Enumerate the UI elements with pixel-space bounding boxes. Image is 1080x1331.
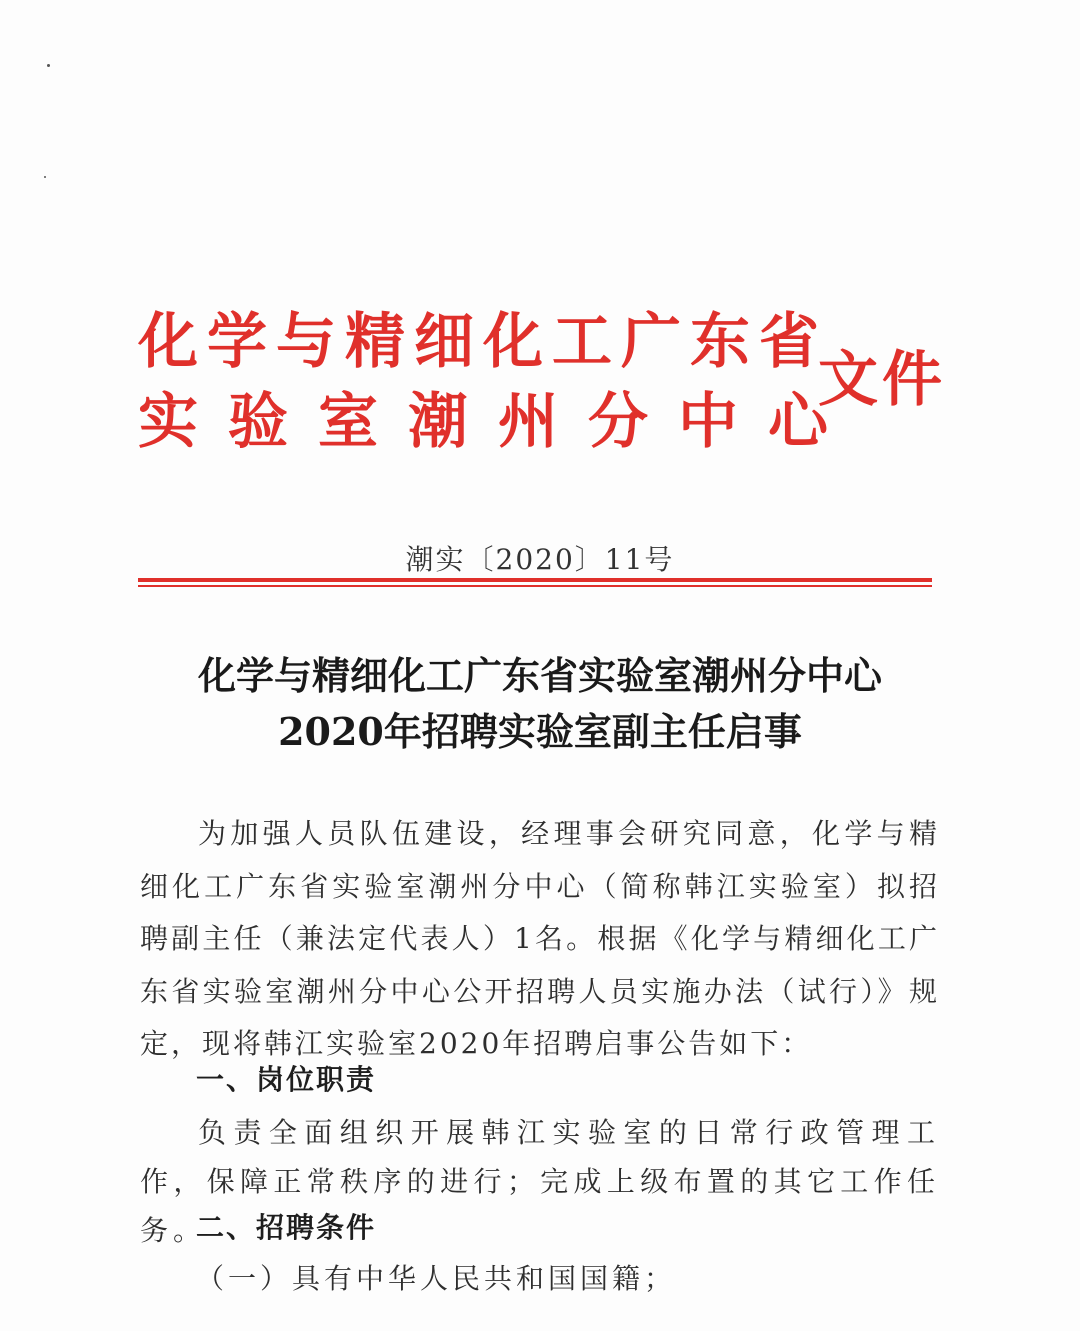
notice-title-line-1: 化学与精细化工广东省实验室潮州分中心 (197, 653, 882, 698)
duties-paragraph: 负责全面组织开展韩江实验室的日常行政管理工作，保障正常秩序的进行；完成上级布置的其它工作任务。 (140, 1116, 940, 1247)
scan-speck (44, 176, 46, 178)
red-separator-rule (138, 578, 932, 587)
condition-item: （一）具有中华人民共和国国籍； (196, 1262, 677, 1295)
org-name-line-1: 化学与精细化工广东省 (138, 307, 828, 377)
section-heading-conditions: 二、招聘条件 (196, 1211, 377, 1244)
document-type-label: 文件 (818, 345, 946, 415)
issuing-organization (138, 302, 858, 462)
section-heading-duties: 一、岗位职责 (196, 1063, 377, 1096)
document-number: 潮实〔2020〕11号 (405, 543, 675, 576)
org-name-line-2: 实验室潮州分中心 (138, 387, 858, 457)
notice-title-line-2: 2020年招聘实验室副主任启事 (278, 709, 802, 754)
scan-speck (47, 64, 50, 67)
intro-paragraph: 为加强人员队伍建设，经理事会研究同意，化学与精细化工广东省实验室潮州分中心（简称韩江实验室）拟招聘副主任（兼法定代表人）1名。根据《化学与精细化工广东省实验室潮州分中心公开招聘人员实施办法（试行）》规定，现将韩江实验室2020年招聘启事公告如下： (140, 817, 940, 1060)
